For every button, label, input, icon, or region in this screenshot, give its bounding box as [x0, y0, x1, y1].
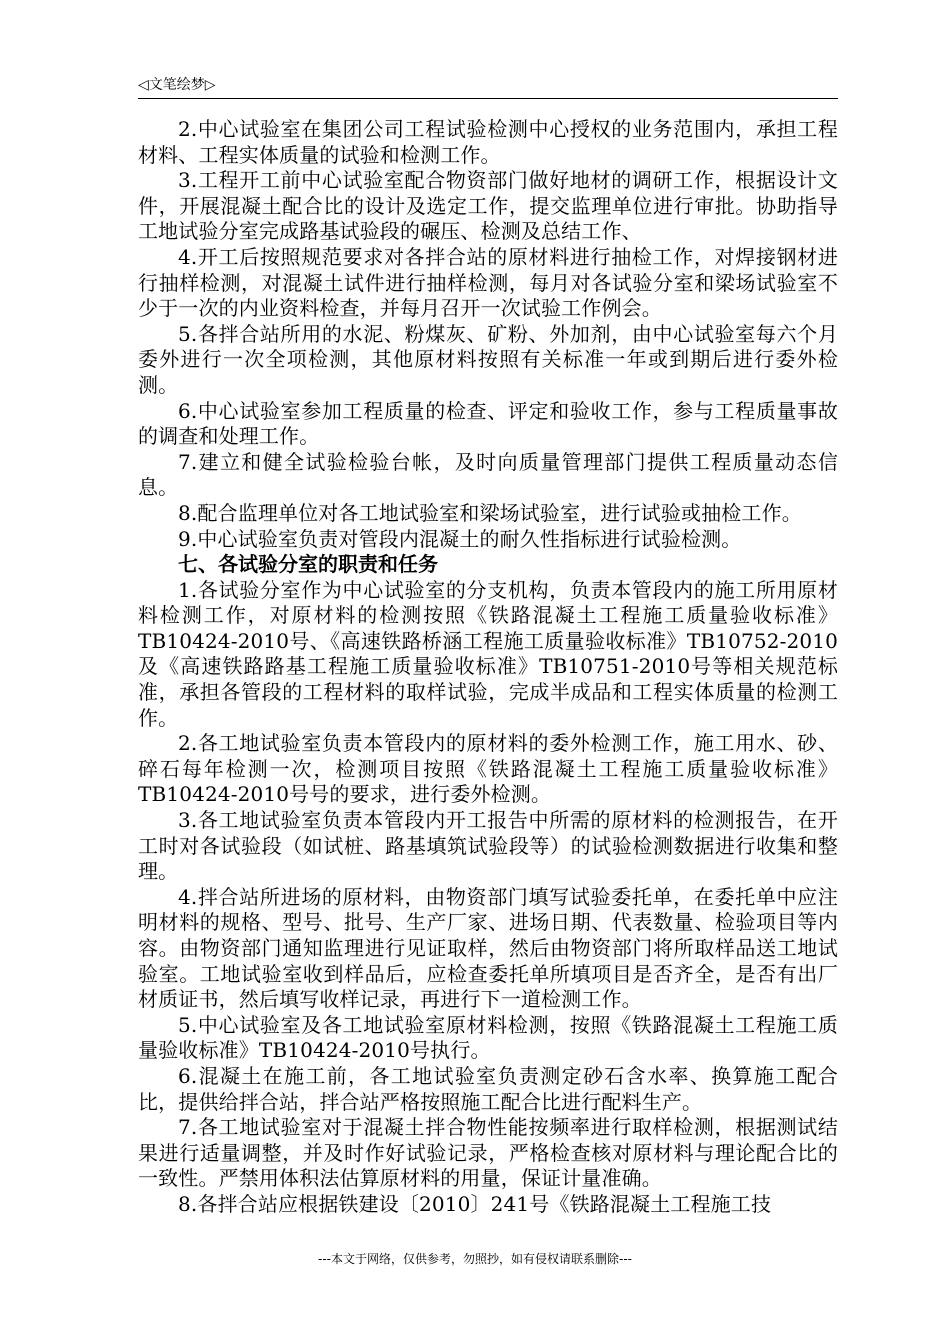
paragraph: 1.各试验分室作为中心试验室的分支机构，负责本管段内的施工所用原材料检测工作，对原材料的检测按照《铁路混凝土工程施工质量验收标准》TB10424-2010号、《高速铁路桥涵工程施工质量验收标准》TB10752-2010及《高速铁路路基工程施工质量验收标准》TB10751-2010号等相关规范标准，承担各管段的工程材料的取样试验，完成半成品和工程实体质量的检测工作。: [138, 577, 838, 730]
paragraph: 3.工程开工前中心试验室配合物资部门做好地材的调研工作，根据设计文件，开展混凝土配合比的设计及选定工作，提交监理单位进行审批。协助指导工地试验分室完成路基试验段的碾压、检测及总结工作、: [138, 168, 838, 244]
paragraph: 6.混凝土在施工前，各工地试验室负责测定砂石含水率、换算施工配合比，提供给拌合站，拌合站严格按照施工配合比进行配料生产。: [138, 1063, 838, 1114]
document-body: [138, 117, 838, 1218]
paragraph: 7.建立和健全试验检验台帐，及时向质量管理部门提供工程质量动态信息。: [138, 449, 838, 500]
paragraph: 5.中心试验室及各工地试验室原材料检测，按照《铁路混凝土工程施工质量验收标准》TB10424-2010号执行。: [138, 1012, 838, 1063]
paragraph: 8.配合监理单位对各工地试验室和梁场试验室，进行试验或抽检工作。: [178, 500, 802, 525]
paragraph: 8.各拌合站应根据铁建设〔2010〕241号《铁路混凝土工程施工技: [178, 1191, 772, 1216]
page-header: [138, 74, 838, 99]
paragraph: 5.各拌合站所用的水泥、粉煤灰、矿粉、外加剂，由中心试验室每六个月委外进行一次全项检测，其他原材料按照有关标准一年或到期后进行委外检测。: [138, 321, 838, 397]
paragraph: 2.各工地试验室负责本管段内的原材料的委外检测工作，施工用水、砂、碎石每年检测一次，检测项目按照《铁路混凝土工程施工质量验收标准》TB10424-2010号号的要求，进行委外检测。: [138, 731, 838, 807]
paragraph: 4.开工后按照规范要求对各拌合站的原材料进行抽检工作，对焊接钢材进行抽样检测，对混凝土试件进行抽样检测，每月对各试验分室和梁场试验室不少于一次的内业资料检查，并每月召开一次试验工作例会。: [138, 244, 838, 321]
paragraph: 2.中心试验室在集团公司工程试验检测中心授权的业务范围内，承担工程材料、工程实体质量的试验和检测工作。: [138, 117, 838, 167]
paragraph: 7.各工地试验室对于混凝土拌合物性能按频率进行取样检测，根据测试结果进行适量调整，并及时作好试验记录，严格检查核对原材料与理论配合比的一致性。严禁用体积法估算原材料的用量，保证计量准确。: [138, 1115, 838, 1191]
section-heading: 七、各试验分室的职责和任务: [178, 552, 438, 577]
page-footer: ---本文于网络，仅供参考，勿照抄，如有侵权请联系删除---: [318, 1252, 632, 1266]
paragraph: 4.拌合站所进场的原材料，由物资部门填写试验委托单，在委托单中应注明材料的规格、型号、批号、生产厂家、进场日期、代表数量、检验项目等内容。由物资部门通知监理进行见证取样，然后由物资部门将所取样品送工地试验室。工地试验室收到样品后，应检查委托单所填项目是否齐全，是否有出厂材质证书，然后填写收样记录，再进行下一道检测工作。: [138, 884, 838, 1012]
paragraph: 6.中心试验室参加工程质量的检查、评定和验收工作，参与工程质量事故的调查和处理工作。: [138, 398, 838, 449]
header-logo-text: ◁文笔绘梦▷: [138, 77, 216, 93]
paragraph: 3.各工地试验室负责本管段内开工报告中所需的原材料的检测报告，在开工时对各试验段（如试桩、路基填筑试验段等）的试验检测数据进行收集和整理。: [138, 808, 838, 884]
paragraph: 9.中心试验室负责对管段内混凝土的耐久性指标进行试验检测。: [178, 526, 742, 551]
